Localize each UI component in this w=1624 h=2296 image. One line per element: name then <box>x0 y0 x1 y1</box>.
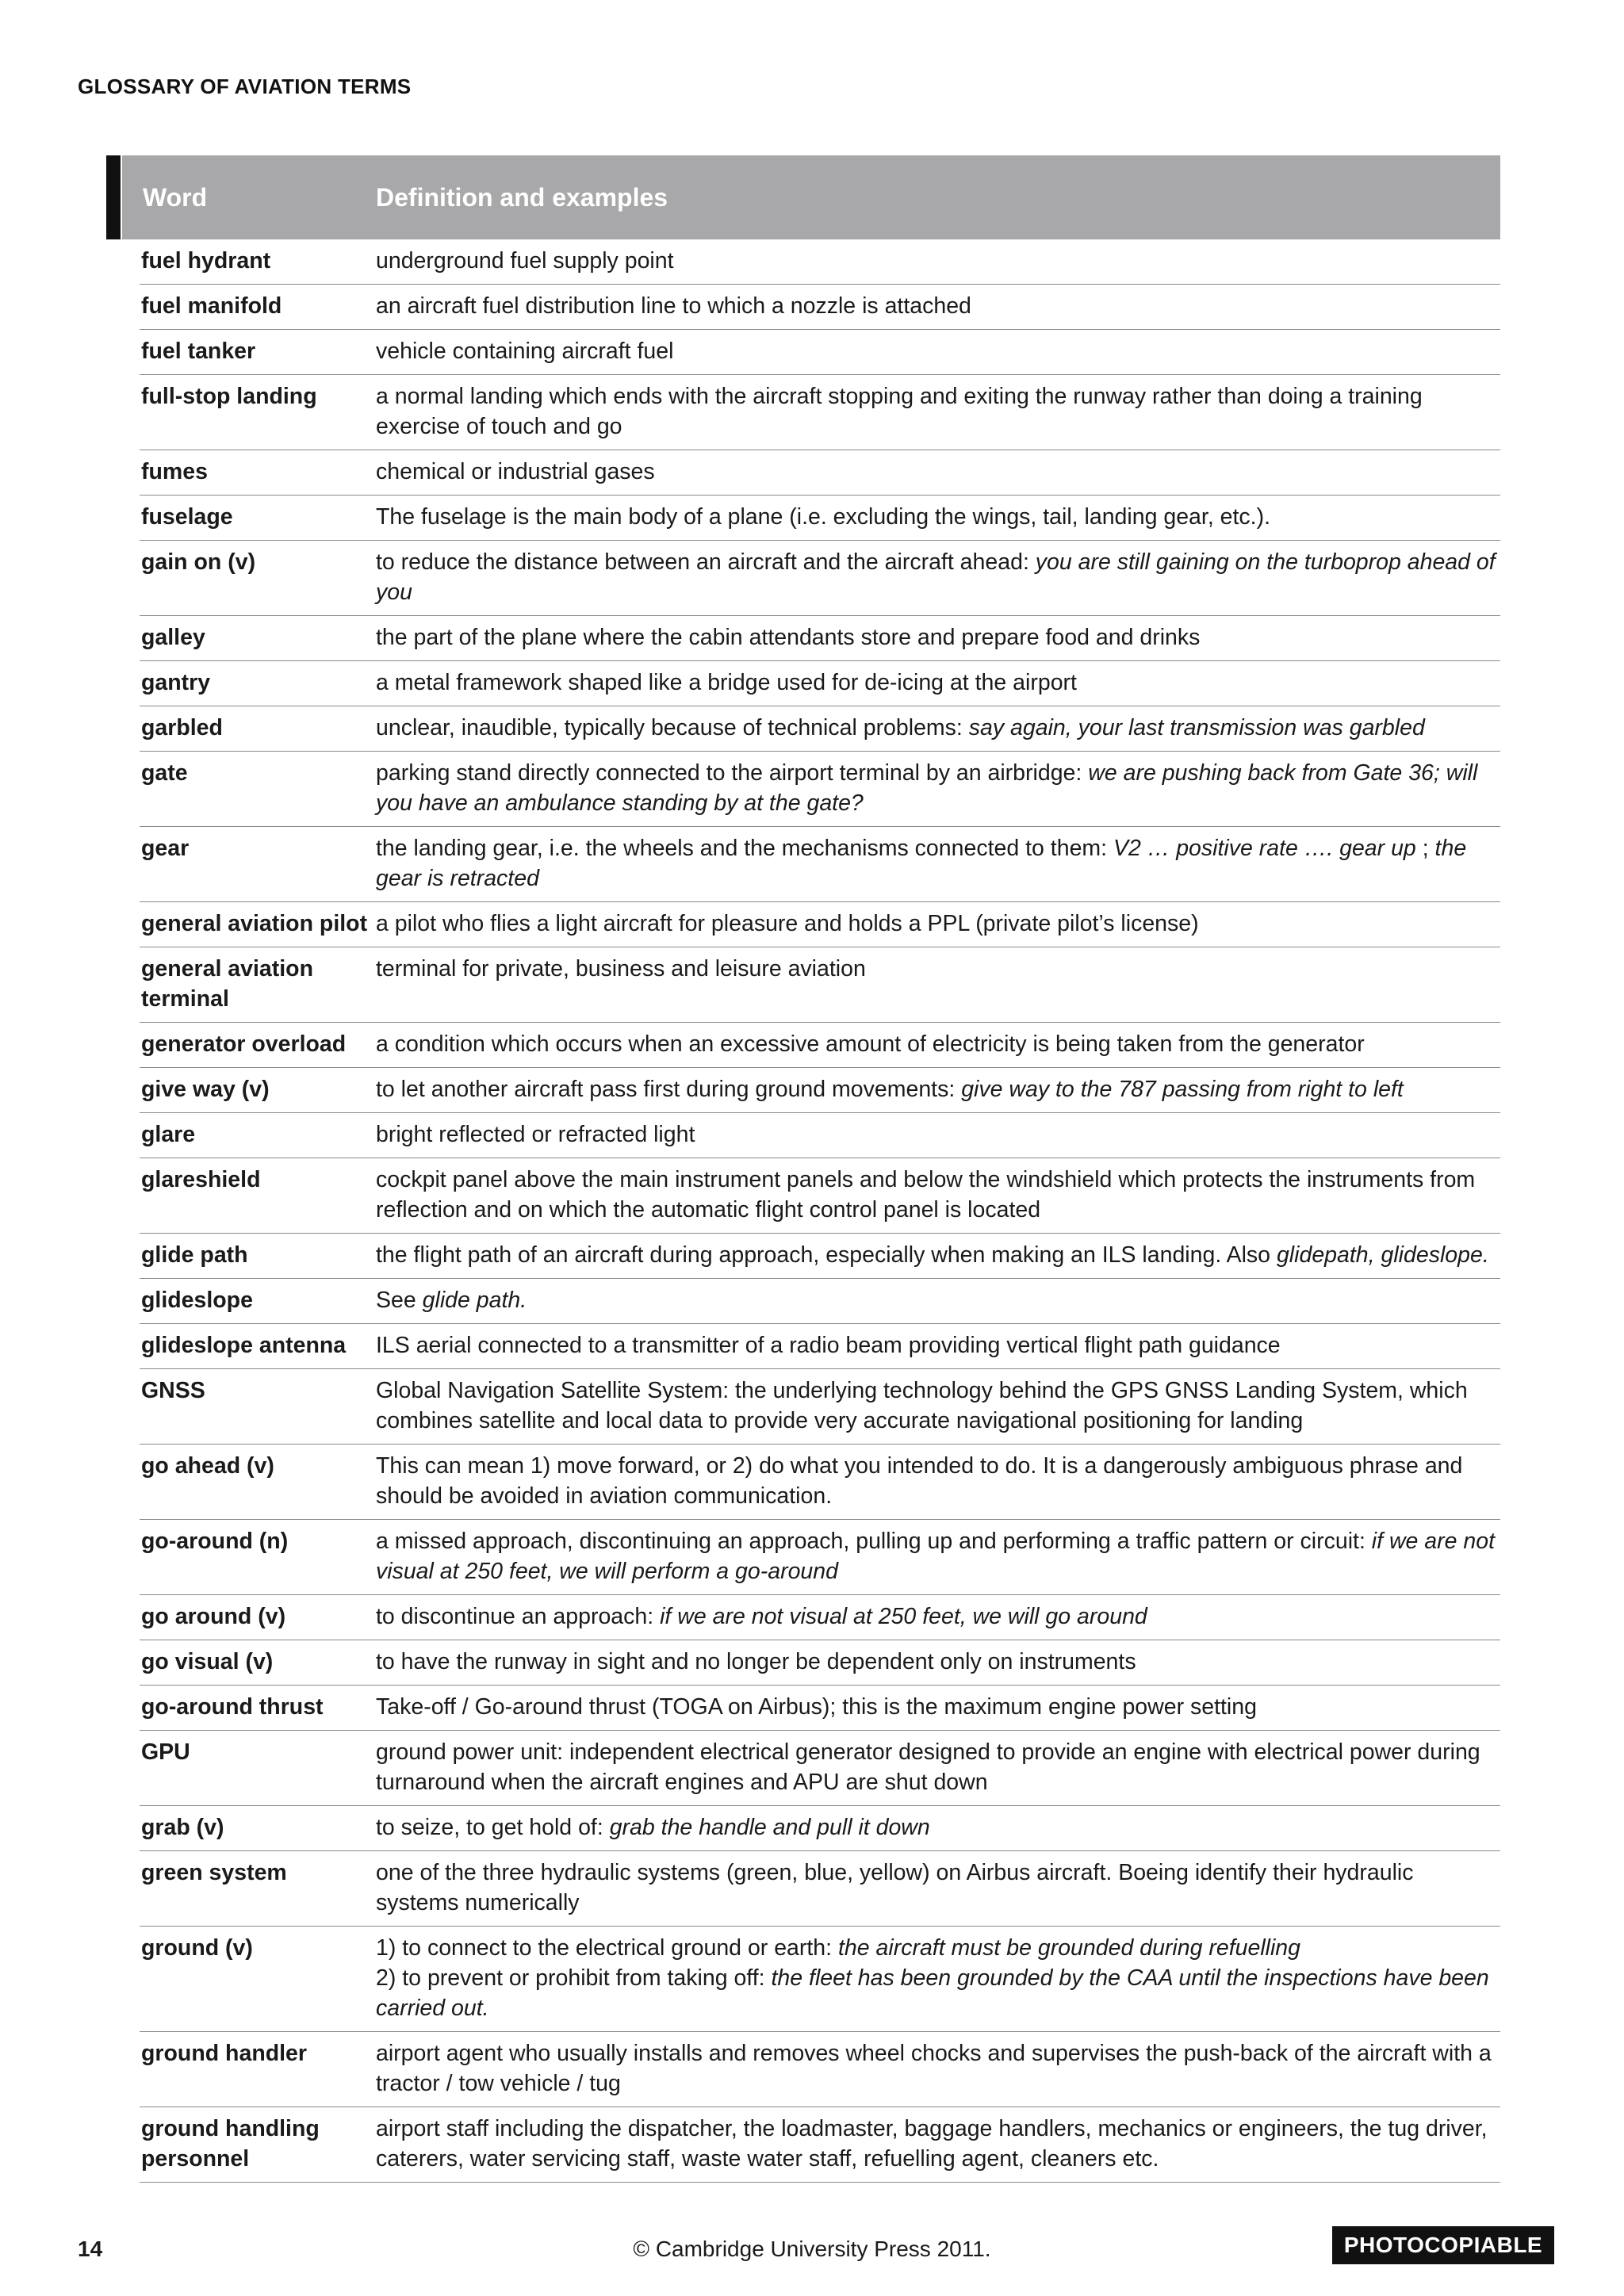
glossary-definition <box>376 1029 1500 1059</box>
glossary-definition <box>376 954 1500 1014</box>
definition-line <box>376 1376 1497 1436</box>
table-row <box>140 239 1500 285</box>
definition-line <box>376 291 1497 321</box>
glossary-definition <box>376 1165 1500 1225</box>
table-row <box>140 285 1500 330</box>
glossary-term: general aviation terminal <box>141 956 313 1012</box>
definition-text: an aircraft fuel distribution line to which a nozzle is attached <box>376 293 971 319</box>
table-row <box>140 1686 1500 1731</box>
definition-text: to have the runway in sight and no longer be dependent only on instruments <box>376 1649 1136 1674</box>
glossary-definition <box>376 1601 1500 1632</box>
glossary-term: gate <box>141 760 188 786</box>
definition-text: chemical or industrial gases <box>376 459 655 484</box>
definition-line <box>376 1692 1497 1722</box>
definition-line <box>376 1119 1497 1150</box>
example-text: we are pushing back from Gate 36; will you have an ambulance standing by at the gate? <box>376 760 1478 816</box>
glossary-term: glide path <box>141 1242 248 1268</box>
definition-text: one of the three hydraulic systems (green, blue, yellow) on Airbus aircraft. Boeing identify their hydraulic systems numerically <box>376 1860 1414 1915</box>
table-row <box>140 1234 1500 1279</box>
glossary-term: glare <box>141 1122 196 1147</box>
definition-text: Take-off / Go-around thrust (TOGA on Airbus); this is the maximum engine power setting <box>376 1694 1257 1720</box>
glossary-definition <box>376 1285 1500 1315</box>
table-row <box>140 902 1500 947</box>
table-row <box>140 1851 1500 1927</box>
table-row <box>140 2032 1500 2107</box>
definition-text: parking stand directly connected to the airport terminal by an airbridge: <box>376 760 1089 786</box>
example-text: the fleet has been grounded by the CAA until the inspections have been carried out. <box>376 1965 1489 2021</box>
definition-text: bright reflected or refracted light <box>376 1122 695 1147</box>
table-row <box>140 330 1500 375</box>
glossary-term: gear <box>141 836 190 861</box>
definition-text: vehicle containing aircraft fuel <box>376 339 674 364</box>
glossary-term: glideslope <box>141 1288 253 1313</box>
copyright-notice: © Cambridge University Press 2011. <box>633 2237 991 2261</box>
glossary-definition <box>376 1526 1500 1586</box>
glossary-definition <box>376 1692 1500 1722</box>
glossary-definition <box>376 713 1500 743</box>
header-accent-bar <box>106 155 121 239</box>
definition-text: a missed approach, discontinuing an approach, pulling up and performing a traffic pattern or circuit: <box>376 1529 1372 1554</box>
table-row <box>140 1324 1500 1369</box>
definition-line <box>376 246 1497 276</box>
definition-line <box>376 336 1497 366</box>
glossary-definition <box>376 2114 1500 2174</box>
glossary-term: glareshield <box>141 1167 261 1192</box>
definition-text: ; <box>1415 836 1435 861</box>
definition-line <box>376 713 1497 743</box>
definition-line <box>376 1451 1497 1511</box>
table-row <box>140 1640 1500 1686</box>
glossary-term: ground (v) <box>141 1935 253 1961</box>
glossary-definition <box>376 1240 1500 1270</box>
table-row <box>140 616 1500 661</box>
glossary-term: grab (v) <box>141 1815 224 1840</box>
example-text: glidepath, glideslope. <box>1276 1242 1489 1268</box>
definition-text: ILS aerial connected to a transmitter of a radio beam providing vertical flight path guidance <box>376 1333 1281 1358</box>
definition-line <box>376 2038 1497 2099</box>
table-row <box>140 1023 1500 1068</box>
definition-text: a condition which occurs when an excessive amount of electricity is being taken from the generator <box>376 1031 1365 1057</box>
definition-text: 1) to connect to the electrical ground or earth: <box>376 1935 838 1961</box>
glossary-term: generator overload <box>141 1031 347 1057</box>
glossary-term: ground handler <box>141 2041 307 2066</box>
glossary-definition <box>376 909 1500 939</box>
glossary-term: go-around (n) <box>141 1529 289 1554</box>
table-row <box>140 1113 1500 1158</box>
photocopiable-badge: PHOTOCOPIABLE <box>1332 2226 1554 2264</box>
page-number: 14 <box>78 2237 103 2261</box>
definition-text: a metal framework shaped like a bridge used for de-icing at the airport <box>376 670 1077 695</box>
definition-line <box>376 1165 1497 1225</box>
glossary-definition <box>376 381 1500 442</box>
definition-text: a normal landing which ends with the aircraft stopping and exiting the runway rather than doing a training exercise of touch and go <box>376 384 1423 439</box>
example-text: say again, your last transmission was garbled <box>968 715 1425 740</box>
glossary-term: fuel tanker <box>141 339 256 364</box>
table-row <box>140 450 1500 496</box>
glossary-definition <box>376 1376 1500 1436</box>
definition-line <box>376 833 1497 894</box>
definition-text: ground power unit: independent electrical generator designed to provide an engine with electrical power during turnaround when the aircraft engines and APU are shut down <box>376 1739 1480 1795</box>
definition-text: to discontinue an approach: <box>376 1604 661 1629</box>
glossary-term: galley <box>141 625 205 650</box>
example-text: V2 … positive rate …. gear up <box>1113 836 1416 861</box>
definition-text: airport agent who usually installs and removes wheel chocks and supervises the push-back of the aircraft with a tractor / tow vehicle / tug <box>376 2041 1492 2096</box>
glossary-term: gain on (v) <box>141 549 256 575</box>
glossary-term: fuselage <box>141 504 233 530</box>
glossary-definition <box>376 457 1500 487</box>
glossary-term: go visual (v) <box>141 1649 274 1674</box>
definition-text: cockpit panel above the main instrument panels and below the windshield which protects the instruments from reflection and on which the automatic flight control panel is located <box>376 1167 1476 1223</box>
page-title: GLOSSARY OF AVIATION TERMS <box>78 75 412 98</box>
table-row <box>140 1806 1500 1851</box>
definition-line <box>376 1601 1497 1632</box>
example-text: the gear is retracted <box>376 836 1467 891</box>
glossary-definition <box>376 1647 1500 1677</box>
glossary-definition <box>376 668 1500 698</box>
glossary-term: full-stop landing <box>141 384 317 409</box>
table-row <box>140 1445 1500 1520</box>
definition-text: the flight path of an aircraft during approach, especially when making an ILS landing. Also <box>376 1242 1277 1268</box>
glossary-definition <box>376 1330 1500 1360</box>
table-row <box>140 947 1500 1023</box>
glossary-definition <box>376 336 1500 366</box>
table-row <box>140 541 1500 616</box>
table-row <box>140 2107 1500 2183</box>
example-text: grab the handle and pull it down <box>609 1815 930 1840</box>
glossary-definition <box>376 246 1500 276</box>
definition-text: This can mean 1) move forward, or 2) do what you intended to do. It is a dangerously ambiguous phrase and should be avoided in aviation communication. <box>376 1453 1463 1509</box>
definition-line <box>376 457 1497 487</box>
definition-line <box>376 502 1497 532</box>
definition-text: unclear, inaudible, typically because of technical problems: <box>376 715 969 740</box>
glossary-definition <box>376 1858 1500 1918</box>
glossary-term: garbled <box>141 715 223 740</box>
table-row <box>140 496 1500 541</box>
glossary-term: fumes <box>141 459 208 484</box>
glossary-definition <box>376 1933 1500 2023</box>
glossary-definition <box>376 1119 1500 1150</box>
definition-line <box>376 1074 1497 1104</box>
table-row <box>140 1279 1500 1324</box>
example-text: the aircraft must be grounded during refuelling <box>838 1935 1301 1961</box>
table-row <box>140 1520 1500 1595</box>
definition-line <box>376 909 1497 939</box>
glossary-definition <box>376 547 1500 607</box>
table-body <box>140 239 1500 2183</box>
glossary-term: GPU <box>141 1739 190 1765</box>
table-row <box>140 1369 1500 1445</box>
glossary-term: general aviation pilot <box>141 911 368 936</box>
definition-text: to seize, to get hold of: <box>376 1815 610 1840</box>
definition-text: underground fuel supply point <box>376 248 674 274</box>
glossary-term: glideslope antenna <box>141 1333 347 1358</box>
glossary-term: fuel manifold <box>141 293 282 319</box>
example-text: if we are not visual at 250 feet, we will perform a go-around <box>376 1529 1496 1584</box>
definition-text: the landing gear, i.e. the wheels and the mechanisms connected to them: <box>376 836 1113 861</box>
column-header-word: Word <box>143 182 208 212</box>
definition-line <box>376 1737 1497 1797</box>
table-row <box>140 1068 1500 1113</box>
definition-line <box>376 1240 1497 1270</box>
glossary-term: GNSS <box>141 1378 205 1403</box>
glossary-definition <box>376 1737 1500 1797</box>
table-row <box>140 661 1500 706</box>
glossary-definition <box>376 1812 1500 1843</box>
definition-text: the part of the plane where the cabin attendants store and prepare food and drinks <box>376 625 1201 650</box>
definition-text: Global Navigation Satellite System: the underlying technology behind the GPS GNSS Landing System, which combines satellite and local data to provide very accurate navigational positioning for landing <box>376 1378 1468 1433</box>
definition-line <box>376 381 1497 442</box>
definition-text: terminal for private, business and leisure aviation <box>376 956 866 982</box>
example-text: if we are not visual at 250 feet, we will go around <box>660 1604 1147 1629</box>
glossary-definition <box>376 2038 1500 2099</box>
definition-line <box>376 758 1497 818</box>
definition-line <box>376 547 1497 607</box>
glossary-definition <box>376 758 1500 818</box>
glossary-definition <box>376 502 1500 532</box>
definition-text: to reduce the distance between an aircraft and the aircraft ahead: <box>376 549 1036 575</box>
example-text: glide path. <box>422 1288 527 1313</box>
glossary-term: go ahead (v) <box>141 1453 274 1479</box>
example-text: you are still gaining on the turboprop ahead of you <box>376 549 1496 605</box>
definition-line <box>376 1858 1497 1918</box>
glossary-term: fuel hydrant <box>141 248 271 274</box>
definition-line <box>376 2114 1497 2174</box>
glossary-term: give way (v) <box>141 1077 270 1102</box>
definition-text: 2) to prevent or prohibit from taking off: <box>376 1965 772 1991</box>
table-row <box>140 752 1500 827</box>
column-header-definition: Definition and examples <box>376 182 668 212</box>
definition-line <box>376 1963 1497 2023</box>
definition-text: See <box>376 1288 423 1313</box>
glossary-definition <box>376 1451 1500 1511</box>
definition-text: airport staff including the dispatcher, the loadmaster, baggage handlers, mechanics or engineers, the tug driver, caterers, water servicing staff, waste water staff, refuelling agent, cleaners etc. <box>376 2116 1488 2172</box>
glossary-term: go-around thrust <box>141 1694 324 1720</box>
definition-text: to let another aircraft pass first during ground movements: <box>376 1077 962 1102</box>
definition-text: The fuselage is the main body of a plane (i.e. excluding the wings, tail, landing gear, etc.). <box>376 504 1271 530</box>
glossary-term: green system <box>141 1860 287 1885</box>
table-row <box>140 827 1500 902</box>
table-row <box>140 1595 1500 1640</box>
definition-line <box>376 1029 1497 1059</box>
table-row <box>140 1158 1500 1234</box>
definition-line <box>376 1526 1497 1586</box>
table-row <box>140 375 1500 450</box>
table-row <box>140 706 1500 752</box>
glossary-definition <box>376 291 1500 321</box>
example-text: give way to the 787 passing from right to left <box>961 1077 1404 1102</box>
glossary-term: ground handling personnel <box>141 2116 320 2172</box>
definition-line <box>376 1647 1497 1677</box>
table-row <box>140 1927 1500 2032</box>
glossary-definition <box>376 833 1500 894</box>
glossary-term: go around (v) <box>141 1604 286 1629</box>
definition-line <box>376 954 1497 984</box>
definition-line <box>376 1812 1497 1843</box>
definition-line <box>376 1285 1497 1315</box>
definition-line <box>376 1933 1497 1963</box>
definition-line <box>376 668 1497 698</box>
definition-text: a pilot who flies a light aircraft for pleasure and holds a PPL (private pilot’s license) <box>376 911 1199 936</box>
table-row <box>140 1731 1500 1806</box>
table-header-row <box>122 155 1500 239</box>
glossary-definition <box>376 622 1500 652</box>
definition-line <box>376 1330 1497 1360</box>
definition-line <box>376 622 1497 652</box>
glossary-definition <box>376 1074 1500 1104</box>
glossary-term: gantry <box>141 670 211 695</box>
